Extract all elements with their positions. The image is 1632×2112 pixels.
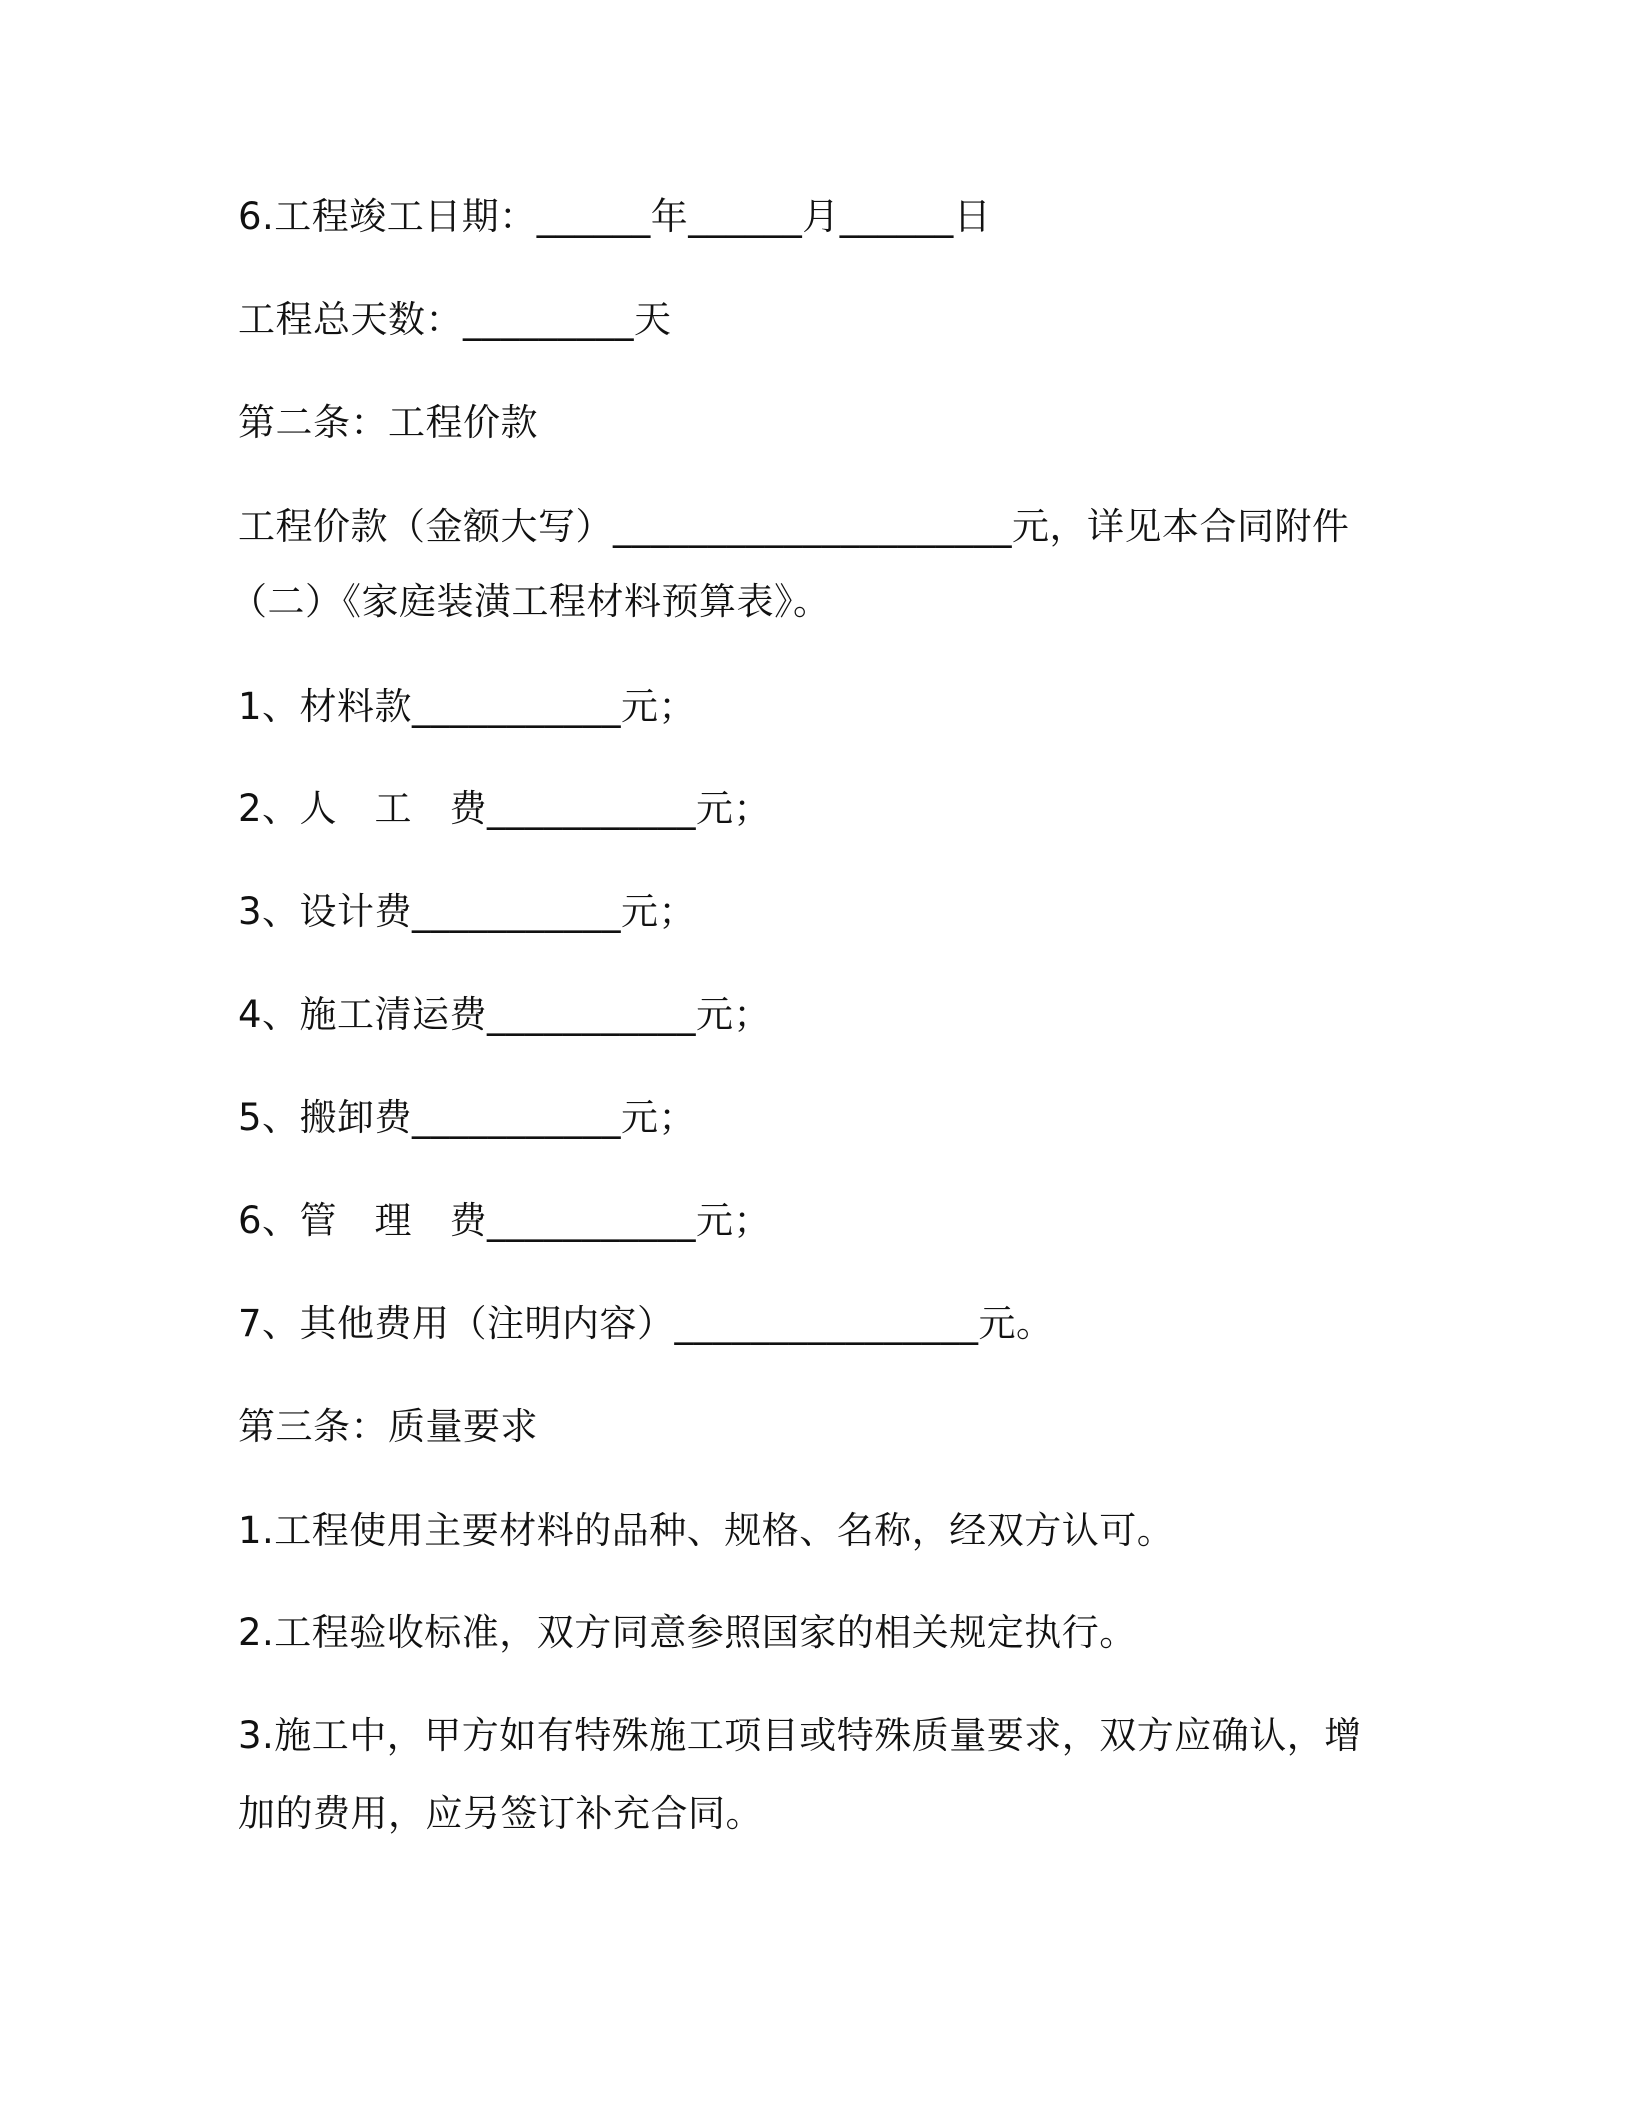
quality-item-1: 1.工程使用主要材料的品种、规格、名称，经双方认可。 [238,1509,1175,1552]
management-fee-line: 6、管 理 费___________元； [238,1199,772,1242]
quality-item-2: 2.工程验收标准，双方同意参照国家的相关规定执行。 [238,1611,1137,1654]
quality-item-3-line-1: 3.施工中，甲方如有特殊施工项目或特殊质量要求，双方应确认，增 [238,1714,1362,1757]
total-days-line: 工程总天数：_________天 [238,298,672,341]
article-2-heading: 第二条：工程价款 [238,401,538,444]
cleanup-fee-line: 4、施工清运费___________元； [238,993,772,1036]
completion-date-line: 6.工程竣工日期：______年______月______日 [238,195,992,238]
moving-fee-line: 5、搬卸费___________元； [238,1096,697,1139]
price-attachment-line: （二）《家庭装潢工程材料预算表》。 [230,580,831,623]
labor-fee-line: 2、人 工 费___________元； [238,787,772,830]
material-fee-line: 1、材料款___________元； [238,685,697,728]
price-amount-line: 工程价款（金额大写）_____________________元，详见本合同附件 [238,505,1350,548]
article-3-heading: 第三条：质量要求 [238,1405,538,1448]
design-fee-line: 3、设计费___________元； [238,890,697,933]
other-fee-line: 7、其他费用（注明内容）________________元。 [238,1302,1054,1345]
quality-item-3-line-2: 加的费用，应另签订补充合同。 [238,1792,763,1835]
